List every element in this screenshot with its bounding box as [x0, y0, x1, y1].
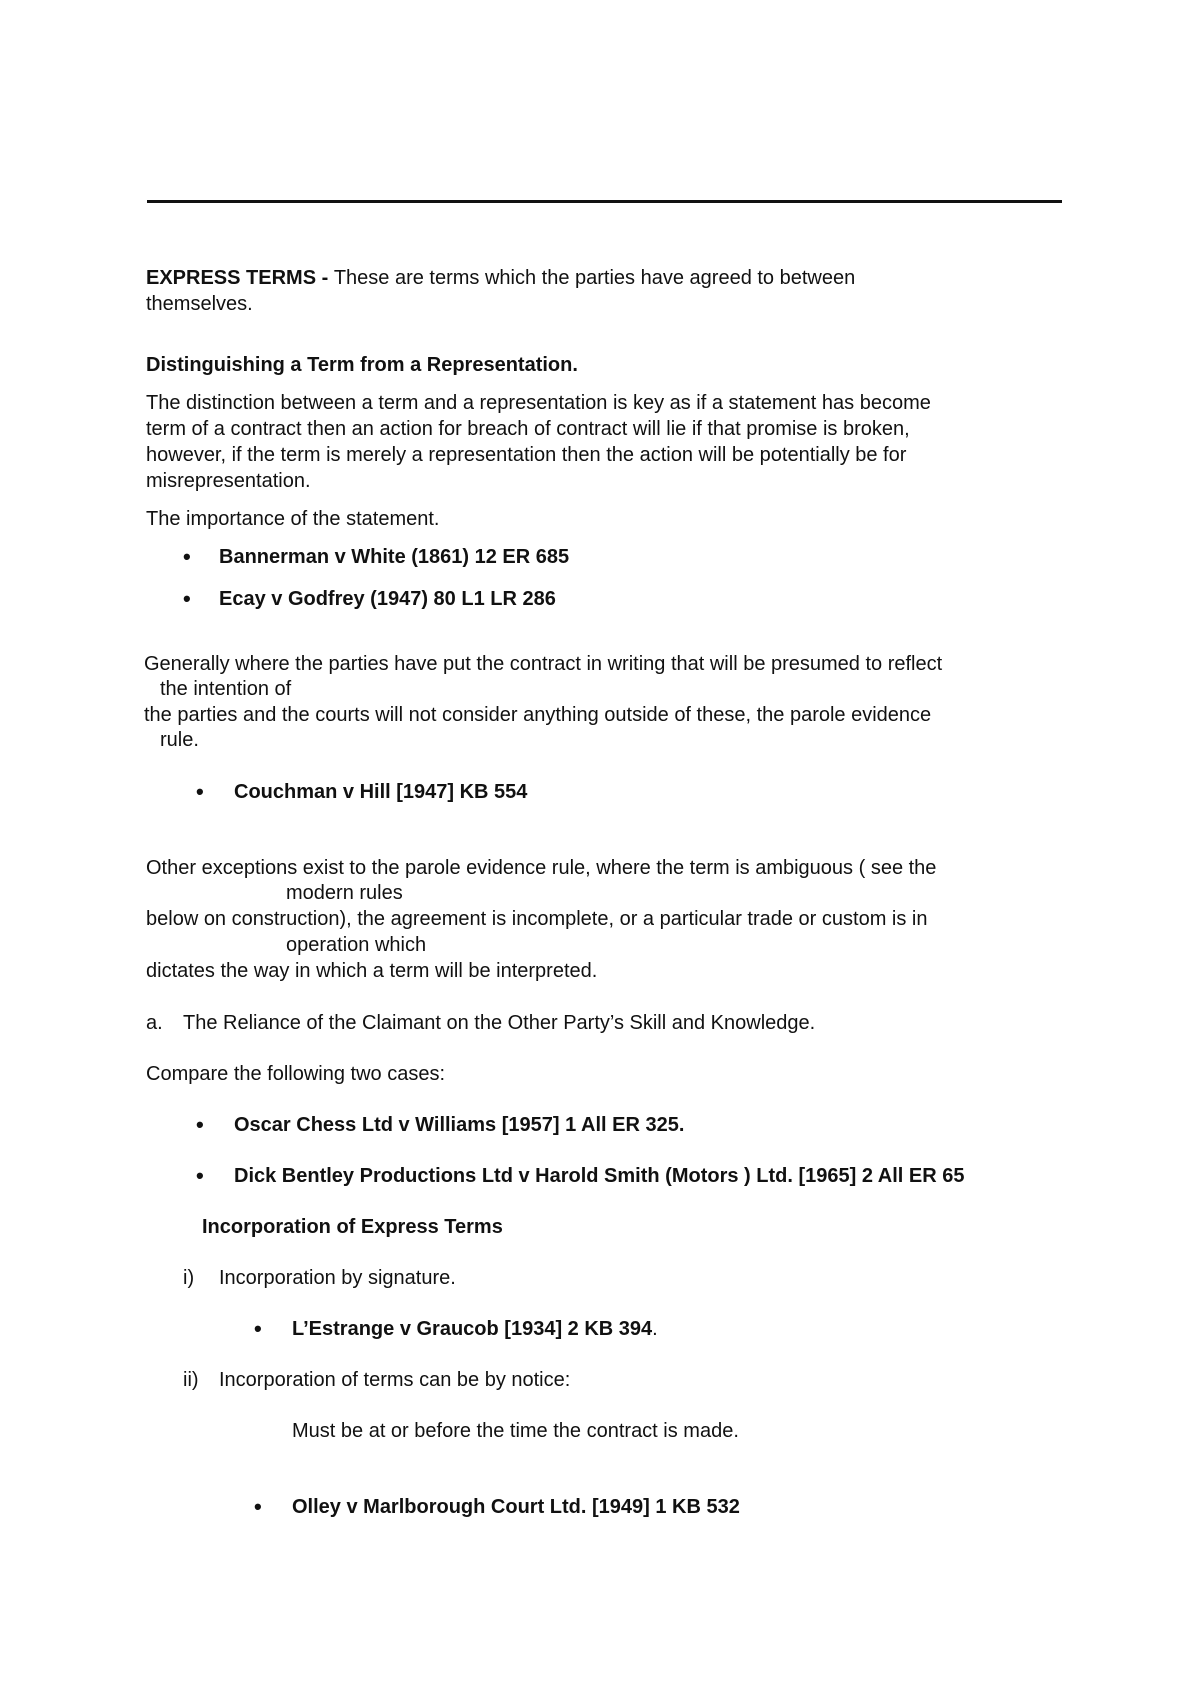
- express-terms-heading: EXPRESS TERMS -: [146, 267, 334, 289]
- exceptions-line: operation which: [286, 934, 427, 956]
- exceptions-line: Other exceptions exist to the parole evidence rule, where the term is ambiguous ( see the: [146, 857, 937, 879]
- list-marker-ii: ii): [183, 1369, 199, 1391]
- case-bannerman: Bannerman v White (1861) 12 ER 685: [219, 546, 570, 568]
- case-lestrange: L’Estrange v Graucob [1934] 2 KB 394: [292, 1318, 653, 1340]
- express-terms-line1: [146, 265, 855, 291]
- case-couchman: Couchman v Hill [1947] KB 554: [234, 781, 528, 803]
- compare-text: Compare the following two cases:: [146, 1063, 446, 1085]
- reliance-heading: The Reliance of the Claimant on the Other Party’s Skill and Knowledge.: [183, 1012, 816, 1034]
- bullet-icon: •: [196, 1163, 204, 1188]
- exceptions-line: modern rules: [286, 882, 403, 904]
- parole-line: the parties and the courts will not consider anything outside of these, the parole evidence: [144, 704, 932, 726]
- distinguishing-heading: Distinguishing a Term from a Representation.: [146, 354, 578, 376]
- incorporation-heading: Incorporation of Express Terms: [202, 1216, 503, 1238]
- express-terms-line2: themselves.: [146, 293, 253, 315]
- case-olley: Olley v Marlborough Court Ltd. [1949] 1 KB 532: [292, 1496, 740, 1518]
- distinguishing-para-line: The distinction between a term and a representation is key as if a statement has become: [146, 392, 931, 414]
- distinguishing-para-line: however, if the term is merely a representation then the action will be potentially be for: [146, 444, 907, 466]
- horizontal-rule: [147, 200, 1062, 203]
- bullet-icon: •: [196, 779, 204, 804]
- incorporation-notice-text: Incorporation of terms can be by notice:: [219, 1369, 571, 1391]
- bullet-icon: •: [183, 586, 191, 611]
- case-lestrange-line: [292, 1316, 658, 1342]
- case-lestrange-period: .: [652, 1318, 658, 1340]
- express-terms-definition: These are terms which the parties have agreed to between: [333, 267, 856, 289]
- distinguishing-para-line: term of a contract then an action for breach of contract will lie if that promise is broken,: [146, 418, 910, 440]
- bullet-icon: •: [254, 1316, 262, 1341]
- case-ecay: Ecay v Godfrey (1947) 80 L1 LR 286: [219, 588, 556, 610]
- list-marker-a: a.: [146, 1012, 163, 1034]
- distinguishing-para-line: misrepresentation.: [146, 470, 311, 492]
- bullet-icon: •: [196, 1112, 204, 1137]
- exceptions-line: below on construction), the agreement is incomplete, or a particular trade or custom is in: [146, 908, 928, 930]
- bullet-icon: •: [183, 544, 191, 569]
- exceptions-line: dictates the way in which a term will be interpreted.: [146, 960, 598, 982]
- notice-timing-note: Must be at or before the time the contract is made.: [292, 1420, 739, 1442]
- case-dick-bentley: Dick Bentley Productions Ltd v Harold Smith (Motors ) Ltd. [1965] 2 All ER 65: [234, 1165, 965, 1187]
- case-oscar-chess: Oscar Chess Ltd v Williams [1957] 1 All ER 325.: [234, 1114, 685, 1136]
- parole-line: Generally where the parties have put the contract in writing that will be presumed to reflect: [144, 653, 943, 675]
- importance-text: The importance of the statement.: [146, 508, 440, 530]
- parole-line: the intention of: [160, 678, 292, 700]
- bullet-icon: •: [254, 1494, 262, 1519]
- parole-line: rule.: [160, 729, 199, 751]
- list-marker-i: i): [183, 1267, 195, 1289]
- incorporation-signature-text: Incorporation by signature.: [219, 1267, 456, 1289]
